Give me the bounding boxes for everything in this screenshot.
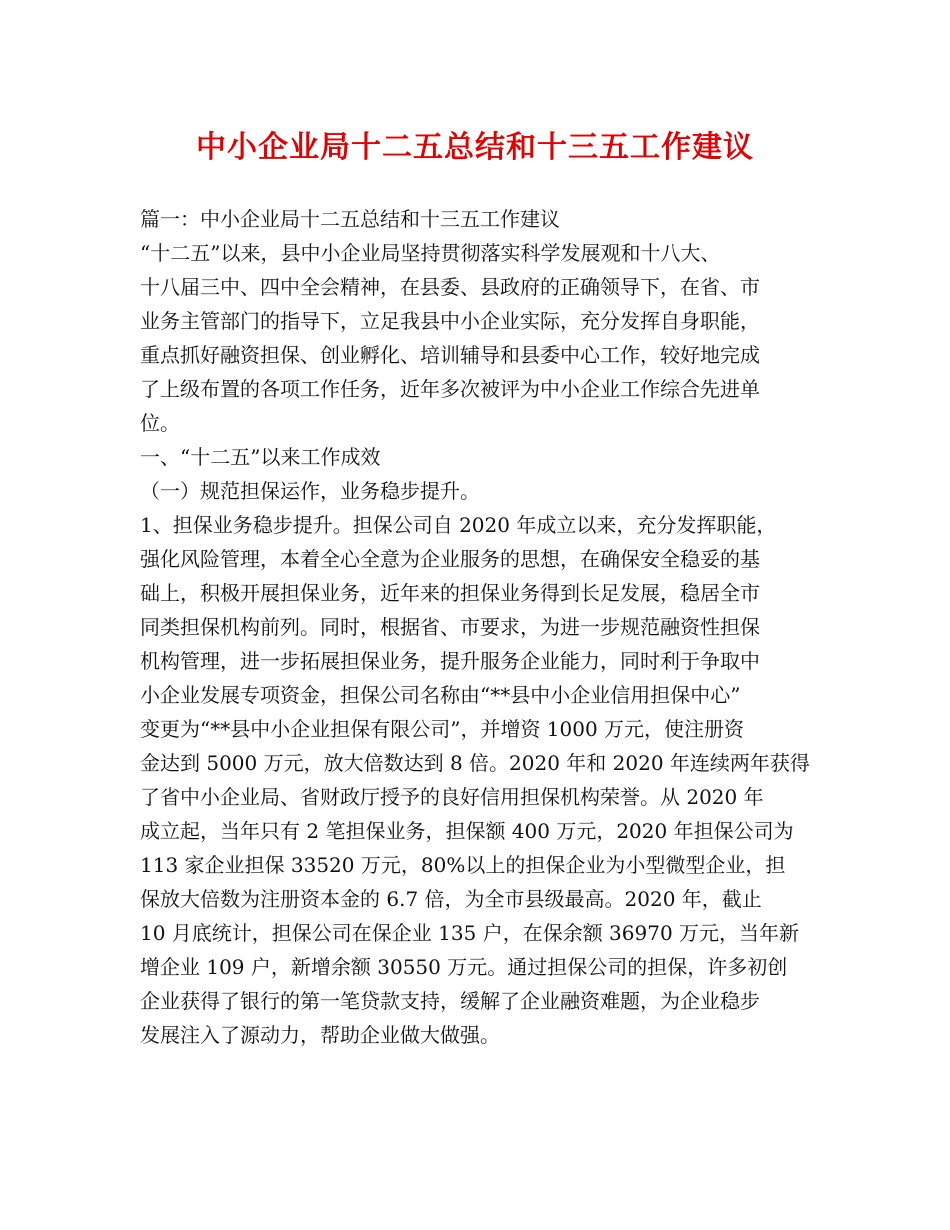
body-line: 1、担保业务稳步提升。担保公司自 2020 年成立以来，充分发挥职能， bbox=[140, 513, 777, 537]
body-line: 小企业发展专项资金，担保公司名称由“**县中小企业信用担保中心” bbox=[140, 683, 741, 707]
document-body bbox=[140, 202, 820, 1052]
body-line: 了上级布置的各项工作任务，近年多次被评为中小企业工作综合先进单 bbox=[140, 377, 760, 401]
document-title: 中小企业局十二五总结和十三五工作建议 bbox=[196, 130, 754, 165]
body-line: 强化风险管理，本着全心全意为企业服务的思想，在确保安全稳妥的基 bbox=[140, 547, 760, 571]
body-line: 金达到 5000 万元，放大倍数达到 8 倍。2020 年和 2020 年连续两年获得 bbox=[140, 751, 810, 775]
body-line: 变更为“**县中小企业担保有限公司”，并增资 1000 万元，使注册资 bbox=[140, 717, 745, 741]
body-line: 增企业 109 户，新增余额 30550 万元。通过担保公司的担保，许多初创 bbox=[140, 955, 788, 979]
body-line: 企业获得了银行的第一笔贷款支持，缓解了企业融资难题，为企业稳步 bbox=[140, 989, 760, 1013]
body-line: 保放大倍数为注册资本金的 6.7 倍，为全市县级最高。2020 年，截止 bbox=[140, 887, 762, 911]
body-line: “十二五”以来，县中小企业局坚持贯彻落实科学发展观和十八大、 bbox=[140, 241, 721, 265]
body-line: 业务主管部门的指导下，立足我县中小企业实际，充分发挥自身职能， bbox=[140, 309, 760, 333]
body-line: 10 月底统计，担保公司在保企业 135 户，在保余额 36970 万元，当年新 bbox=[140, 921, 800, 945]
subsection-heading: （一）规范担保运作，业务稳步提升。 bbox=[140, 479, 480, 503]
body-line: 机构管理，进一步拓展担保业务，提升服务企业能力，同时利于争取中 bbox=[140, 649, 760, 673]
body-line: 发展注入了源动力，帮助企业做大做强。 bbox=[140, 1023, 500, 1047]
section-heading: 一、“十二五”以来工作成效 bbox=[140, 445, 381, 469]
body-line: 十八届三中、四中全会精神，在县委、县政府的正确领导下，在省、市 bbox=[140, 275, 760, 299]
body-line: 成立起，当年只有 2 笔担保业务，担保额 400 万元，2020 年担保公司为 bbox=[140, 819, 794, 843]
body-line: 了省中小企业局、省财政厅授予的良好信用担保机构荣誉。从 2020 年 bbox=[140, 785, 764, 809]
body-line: 位。 bbox=[140, 411, 180, 435]
body-line: 重点抓好融资担保、创业孵化、培训辅导和县委中心工作，较好地完成 bbox=[140, 343, 760, 367]
body-line: 篇一：中小企业局十二五总结和十三五工作建议 bbox=[140, 207, 560, 231]
body-line: 113 家企业担保 33520 万元，80%以上的担保企业为小型微型企业，担 bbox=[140, 853, 786, 877]
body-line: 同类担保机构前列。同时，根据省、市要求，为进一步规范融资性担保 bbox=[140, 615, 760, 639]
body-line: 础上，积极开展担保业务，近年来的担保业务得到长足发展，稳居全市 bbox=[140, 581, 760, 605]
